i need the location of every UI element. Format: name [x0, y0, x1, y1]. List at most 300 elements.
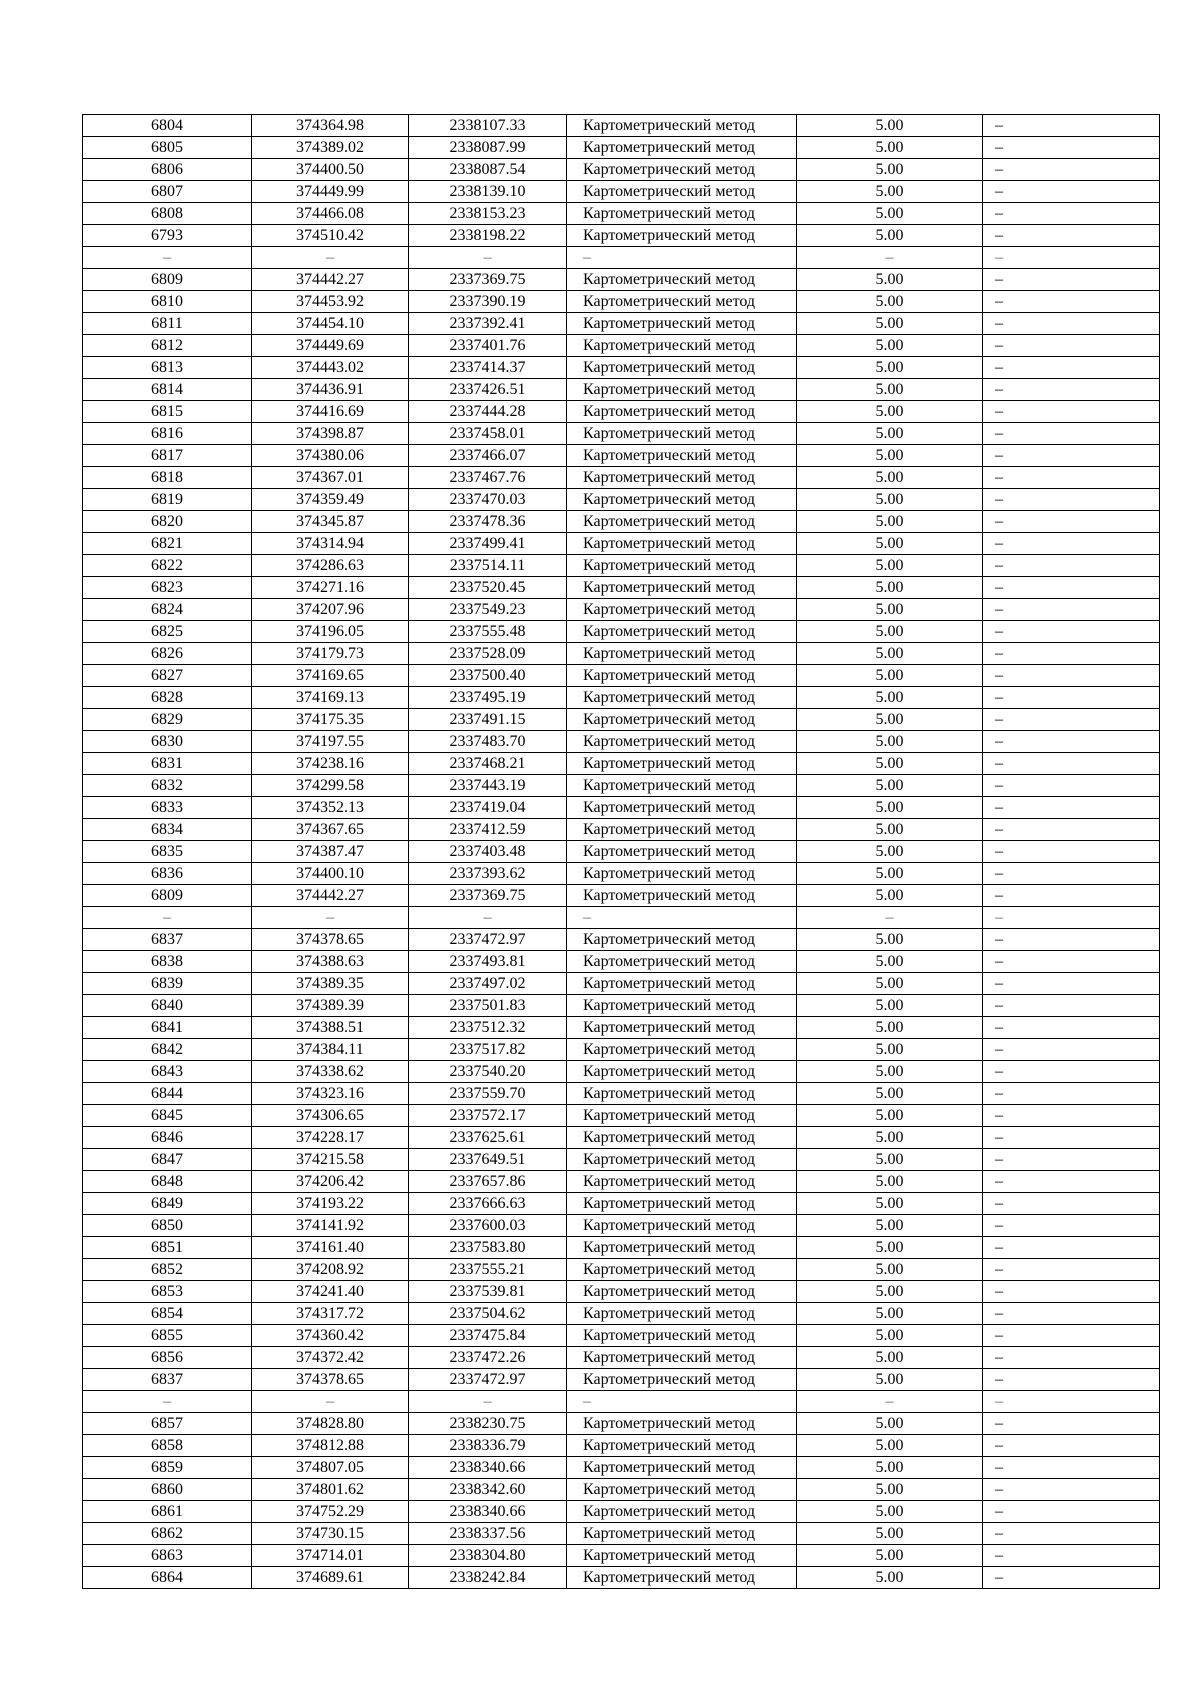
- x-coordinate-cell: 374449.99: [252, 181, 409, 203]
- method-cell: Картометрический метод: [567, 269, 797, 291]
- y-coordinate-cell: 2337472.97: [409, 1369, 567, 1391]
- note-cell: –: [983, 907, 1160, 929]
- method-cell: Картометрический метод: [567, 489, 797, 511]
- table-row: [83, 1127, 1160, 1149]
- note-cell: –: [983, 687, 1160, 709]
- point-number-cell: 6864: [83, 1567, 252, 1589]
- y-coordinate-cell: 2337390.19: [409, 291, 567, 313]
- note-cell: –: [983, 1303, 1160, 1325]
- table-row: [83, 907, 1160, 929]
- method-cell: Картометрический метод: [567, 1501, 797, 1523]
- y-coordinate-cell: 2337649.51: [409, 1149, 567, 1171]
- point-number-cell: 6818: [83, 467, 252, 489]
- precision-cell: 5.00: [797, 489, 983, 511]
- y-coordinate-cell: 2337426.51: [409, 379, 567, 401]
- x-coordinate-cell: 374323.16: [252, 1083, 409, 1105]
- method-cell: Картометрический метод: [567, 1523, 797, 1545]
- method-cell: Картометрический метод: [567, 1039, 797, 1061]
- point-number-cell: 6817: [83, 445, 252, 467]
- precision-cell: 5.00: [797, 335, 983, 357]
- note-cell: –: [983, 467, 1160, 489]
- note-cell: –: [983, 489, 1160, 511]
- precision-cell: 5.00: [797, 819, 983, 841]
- x-coordinate-cell: 374389.39: [252, 995, 409, 1017]
- method-cell: Картометрический метод: [567, 379, 797, 401]
- table-row: [83, 1369, 1160, 1391]
- y-coordinate-cell: 2337414.37: [409, 357, 567, 379]
- note-cell: –: [983, 599, 1160, 621]
- x-coordinate-cell: 374169.13: [252, 687, 409, 709]
- method-cell: Картометрический метод: [567, 1545, 797, 1567]
- note-cell: –: [983, 1105, 1160, 1127]
- x-coordinate-cell: 374389.35: [252, 973, 409, 995]
- table-row: [83, 379, 1160, 401]
- method-cell: Картометрический метод: [567, 1369, 797, 1391]
- method-cell: Картометрический метод: [567, 1281, 797, 1303]
- x-coordinate-cell: 374141.92: [252, 1215, 409, 1237]
- method-cell: Картометрический метод: [567, 687, 797, 709]
- point-number-cell: 6810: [83, 291, 252, 313]
- precision-cell: 5.00: [797, 1127, 983, 1149]
- precision-cell: 5.00: [797, 1039, 983, 1061]
- x-coordinate-cell: 374510.42: [252, 225, 409, 247]
- y-coordinate-cell: 2338107.33: [409, 115, 567, 137]
- note-cell: –: [983, 335, 1160, 357]
- method-cell: Картометрический метод: [567, 1325, 797, 1347]
- note-cell: –: [983, 1017, 1160, 1039]
- x-coordinate-cell: 374442.27: [252, 269, 409, 291]
- note-cell: –: [983, 159, 1160, 181]
- x-coordinate-cell: 374306.65: [252, 1105, 409, 1127]
- note-cell: –: [983, 423, 1160, 445]
- note-cell: –: [983, 1457, 1160, 1479]
- point-number-cell: 6816: [83, 423, 252, 445]
- y-coordinate-cell: 2337555.48: [409, 621, 567, 643]
- table-row: [83, 269, 1160, 291]
- y-coordinate-cell: 2337491.15: [409, 709, 567, 731]
- precision-cell: 5.00: [797, 665, 983, 687]
- method-cell: Картометрический метод: [567, 203, 797, 225]
- note-cell: –: [983, 1039, 1160, 1061]
- table-row: [83, 1303, 1160, 1325]
- point-number-cell: 6826: [83, 643, 252, 665]
- y-coordinate-cell: 2337483.70: [409, 731, 567, 753]
- x-coordinate-cell: 374449.69: [252, 335, 409, 357]
- point-number-cell: 6849: [83, 1193, 252, 1215]
- y-coordinate-cell: 2338153.23: [409, 203, 567, 225]
- y-coordinate-cell: 2337475.84: [409, 1325, 567, 1347]
- table-row: [83, 181, 1160, 203]
- table-row: [83, 995, 1160, 1017]
- precision-cell: 5.00: [797, 379, 983, 401]
- precision-cell: 5.00: [797, 357, 983, 379]
- y-coordinate-cell: 2337444.28: [409, 401, 567, 423]
- note-cell: –: [983, 577, 1160, 599]
- y-coordinate-cell: 2337419.04: [409, 797, 567, 819]
- precision-cell: 5.00: [797, 973, 983, 995]
- point-number-cell: 6851: [83, 1237, 252, 1259]
- table-row: [83, 445, 1160, 467]
- table-row: [83, 753, 1160, 775]
- point-number-cell: 6842: [83, 1039, 252, 1061]
- point-number-cell: 6824: [83, 599, 252, 621]
- method-cell: Картометрический метод: [567, 665, 797, 687]
- point-number-cell: 6848: [83, 1171, 252, 1193]
- x-coordinate-cell: 374828.80: [252, 1413, 409, 1435]
- x-coordinate-cell: –: [252, 1391, 409, 1413]
- precision-cell: 5.00: [797, 423, 983, 445]
- method-cell: Картометрический метод: [567, 423, 797, 445]
- y-coordinate-cell: 2337528.09: [409, 643, 567, 665]
- method-cell: Картометрический метод: [567, 1303, 797, 1325]
- table-row: [83, 555, 1160, 577]
- note-cell: –: [983, 929, 1160, 951]
- note-cell: –: [983, 951, 1160, 973]
- y-coordinate-cell: 2338342.60: [409, 1479, 567, 1501]
- note-cell: –: [983, 885, 1160, 907]
- x-coordinate-cell: 374208.92: [252, 1259, 409, 1281]
- y-coordinate-cell: 2337393.62: [409, 863, 567, 885]
- x-coordinate-cell: 374387.47: [252, 841, 409, 863]
- y-coordinate-cell: 2337472.97: [409, 929, 567, 951]
- y-coordinate-cell: 2337467.76: [409, 467, 567, 489]
- note-cell: –: [983, 555, 1160, 577]
- method-cell: Картометрический метод: [567, 599, 797, 621]
- table-row: [83, 775, 1160, 797]
- point-number-cell: 6814: [83, 379, 252, 401]
- method-cell: Картометрический метод: [567, 533, 797, 555]
- table-row: [83, 203, 1160, 225]
- y-coordinate-cell: 2338340.66: [409, 1457, 567, 1479]
- y-coordinate-cell: 2338337.56: [409, 1523, 567, 1545]
- table-row: [83, 709, 1160, 731]
- precision-cell: 5.00: [797, 775, 983, 797]
- point-number-cell: 6808: [83, 203, 252, 225]
- y-coordinate-cell: 2337401.76: [409, 335, 567, 357]
- precision-cell: 5.00: [797, 1215, 983, 1237]
- y-coordinate-cell: 2337369.75: [409, 885, 567, 907]
- table-row: [83, 665, 1160, 687]
- point-number-cell: 6833: [83, 797, 252, 819]
- note-cell: –: [983, 1149, 1160, 1171]
- y-coordinate-cell: 2337468.21: [409, 753, 567, 775]
- point-number-cell: 6858: [83, 1435, 252, 1457]
- x-coordinate-cell: 374388.63: [252, 951, 409, 973]
- point-number-cell: 6834: [83, 819, 252, 841]
- x-coordinate-cell: 374345.87: [252, 511, 409, 533]
- point-number-cell: 6809: [83, 269, 252, 291]
- point-number-cell: 6853: [83, 1281, 252, 1303]
- precision-cell: 5.00: [797, 555, 983, 577]
- table-row: [83, 159, 1160, 181]
- precision-cell: 5.00: [797, 511, 983, 533]
- table-row: [83, 599, 1160, 621]
- x-coordinate-cell: 374206.42: [252, 1171, 409, 1193]
- point-number-cell: 6860: [83, 1479, 252, 1501]
- x-coordinate-cell: 374228.17: [252, 1127, 409, 1149]
- note-cell: –: [983, 511, 1160, 533]
- y-coordinate-cell: 2337555.21: [409, 1259, 567, 1281]
- precision-cell: 5.00: [797, 1303, 983, 1325]
- table-row: [83, 489, 1160, 511]
- x-coordinate-cell: 374378.65: [252, 929, 409, 951]
- x-coordinate-cell: 374215.58: [252, 1149, 409, 1171]
- x-coordinate-cell: 374196.05: [252, 621, 409, 643]
- precision-cell: 5.00: [797, 621, 983, 643]
- method-cell: Картометрический метод: [567, 1193, 797, 1215]
- precision-cell: 5.00: [797, 1325, 983, 1347]
- note-cell: –: [983, 775, 1160, 797]
- table-row: [83, 797, 1160, 819]
- y-coordinate-cell: 2337493.81: [409, 951, 567, 973]
- y-coordinate-cell: 2337514.11: [409, 555, 567, 577]
- point-number-cell: 6820: [83, 511, 252, 533]
- point-number-cell: 6843: [83, 1061, 252, 1083]
- precision-cell: 5.00: [797, 1061, 983, 1083]
- note-cell: –: [983, 401, 1160, 423]
- x-coordinate-cell: 374714.01: [252, 1545, 409, 1567]
- table-row: [83, 423, 1160, 445]
- x-coordinate-cell: 374314.94: [252, 533, 409, 555]
- precision-cell: 5.00: [797, 1501, 983, 1523]
- table-row: [83, 401, 1160, 423]
- point-number-cell: 6827: [83, 665, 252, 687]
- point-number-cell: 6844: [83, 1083, 252, 1105]
- point-number-cell: 6856: [83, 1347, 252, 1369]
- table-row: [83, 687, 1160, 709]
- method-cell: Картометрический метод: [567, 1171, 797, 1193]
- point-number-cell: 6830: [83, 731, 252, 753]
- method-cell: Картометрический метод: [567, 863, 797, 885]
- note-cell: –: [983, 269, 1160, 291]
- x-coordinate-cell: 374271.16: [252, 577, 409, 599]
- point-number-cell: 6804: [83, 115, 252, 137]
- note-cell: –: [983, 379, 1160, 401]
- x-coordinate-cell: 374360.42: [252, 1325, 409, 1347]
- precision-cell: 5.00: [797, 995, 983, 1017]
- note-cell: –: [983, 137, 1160, 159]
- precision-cell: 5.00: [797, 181, 983, 203]
- method-cell: Картометрический метод: [567, 445, 797, 467]
- method-cell: Картометрический метод: [567, 1127, 797, 1149]
- point-number-cell: 6821: [83, 533, 252, 555]
- point-number-cell: 6835: [83, 841, 252, 863]
- method-cell: Картометрический метод: [567, 577, 797, 599]
- point-number-cell: 6850: [83, 1215, 252, 1237]
- y-coordinate-cell: 2338087.54: [409, 159, 567, 181]
- x-coordinate-cell: 374207.96: [252, 599, 409, 621]
- x-coordinate-cell: 374730.15: [252, 1523, 409, 1545]
- table-row: [83, 1523, 1160, 1545]
- point-number-cell: 6829: [83, 709, 252, 731]
- y-coordinate-cell: 2337500.40: [409, 665, 567, 687]
- method-cell: –: [567, 247, 797, 269]
- point-number-cell: –: [83, 907, 252, 929]
- y-coordinate-cell: 2337504.62: [409, 1303, 567, 1325]
- note-cell: –: [983, 1215, 1160, 1237]
- table-row: [83, 1105, 1160, 1127]
- precision-cell: 5.00: [797, 1523, 983, 1545]
- y-coordinate-cell: 2337501.83: [409, 995, 567, 1017]
- x-coordinate-cell: 374367.01: [252, 467, 409, 489]
- point-number-cell: 6809: [83, 885, 252, 907]
- method-cell: Картометрический метод: [567, 709, 797, 731]
- note-cell: –: [983, 1435, 1160, 1457]
- method-cell: Картометрический метод: [567, 1061, 797, 1083]
- x-coordinate-cell: 374179.73: [252, 643, 409, 665]
- note-cell: –: [983, 115, 1160, 137]
- y-coordinate-cell: –: [409, 247, 567, 269]
- coordinates-table-body: [83, 115, 1160, 1589]
- method-cell: Картометрический метод: [567, 841, 797, 863]
- table-row: [83, 1149, 1160, 1171]
- y-coordinate-cell: 2337369.75: [409, 269, 567, 291]
- x-coordinate-cell: 374238.16: [252, 753, 409, 775]
- method-cell: Картометрический метод: [567, 1105, 797, 1127]
- note-cell: –: [983, 181, 1160, 203]
- precision-cell: 5.00: [797, 599, 983, 621]
- note-cell: –: [983, 841, 1160, 863]
- table-row: [83, 1171, 1160, 1193]
- method-cell: Картометрический метод: [567, 357, 797, 379]
- y-coordinate-cell: 2337583.80: [409, 1237, 567, 1259]
- y-coordinate-cell: 2337478.36: [409, 511, 567, 533]
- y-coordinate-cell: 2337657.86: [409, 1171, 567, 1193]
- method-cell: Картометрический метод: [567, 1479, 797, 1501]
- y-coordinate-cell: 2337520.45: [409, 577, 567, 599]
- method-cell: Картометрический метод: [567, 995, 797, 1017]
- point-number-cell: 6793: [83, 225, 252, 247]
- precision-cell: 5.00: [797, 269, 983, 291]
- table-row: [83, 1457, 1160, 1479]
- method-cell: Картометрический метод: [567, 973, 797, 995]
- point-number-cell: 6819: [83, 489, 252, 511]
- x-coordinate-cell: 374812.88: [252, 1435, 409, 1457]
- precision-cell: 5.00: [797, 1479, 983, 1501]
- table-row: [83, 1237, 1160, 1259]
- x-coordinate-cell: 374372.42: [252, 1347, 409, 1369]
- note-cell: –: [983, 1281, 1160, 1303]
- point-number-cell: 6825: [83, 621, 252, 643]
- method-cell: Картометрический метод: [567, 929, 797, 951]
- point-number-cell: 6841: [83, 1017, 252, 1039]
- y-coordinate-cell: 2337539.81: [409, 1281, 567, 1303]
- precision-cell: –: [797, 1391, 983, 1413]
- point-number-cell: 6812: [83, 335, 252, 357]
- precision-cell: 5.00: [797, 1369, 983, 1391]
- precision-cell: 5.00: [797, 115, 983, 137]
- note-cell: –: [983, 1061, 1160, 1083]
- precision-cell: 5.00: [797, 1237, 983, 1259]
- method-cell: Картометрический метод: [567, 1215, 797, 1237]
- method-cell: Картометрический метод: [567, 797, 797, 819]
- table-row: [83, 731, 1160, 753]
- method-cell: Картометрический метод: [567, 159, 797, 181]
- note-cell: –: [983, 1193, 1160, 1215]
- method-cell: Картометрический метод: [567, 313, 797, 335]
- x-coordinate-cell: 374161.40: [252, 1237, 409, 1259]
- table-row: [83, 1259, 1160, 1281]
- x-coordinate-cell: 374389.02: [252, 137, 409, 159]
- y-coordinate-cell: 2337549.23: [409, 599, 567, 621]
- method-cell: Картометрический метод: [567, 1017, 797, 1039]
- x-coordinate-cell: 374193.22: [252, 1193, 409, 1215]
- y-coordinate-cell: 2337600.03: [409, 1215, 567, 1237]
- method-cell: Картометрический метод: [567, 115, 797, 137]
- x-coordinate-cell: 374338.62: [252, 1061, 409, 1083]
- table-row: [83, 929, 1160, 951]
- point-number-cell: 6822: [83, 555, 252, 577]
- point-number-cell: –: [83, 1391, 252, 1413]
- table-row: [83, 577, 1160, 599]
- note-cell: –: [983, 445, 1160, 467]
- precision-cell: 5.00: [797, 1149, 983, 1171]
- note-cell: –: [983, 1479, 1160, 1501]
- precision-cell: 5.00: [797, 731, 983, 753]
- table-row: [83, 1545, 1160, 1567]
- note-cell: –: [983, 753, 1160, 775]
- note-cell: –: [983, 1523, 1160, 1545]
- y-coordinate-cell: 2338340.66: [409, 1501, 567, 1523]
- x-coordinate-cell: 374807.05: [252, 1457, 409, 1479]
- precision-cell: 5.00: [797, 467, 983, 489]
- method-cell: Картометрический метод: [567, 753, 797, 775]
- table-row: [83, 841, 1160, 863]
- method-cell: Картометрический метод: [567, 1083, 797, 1105]
- note-cell: –: [983, 643, 1160, 665]
- x-coordinate-cell: 374380.06: [252, 445, 409, 467]
- note-cell: –: [983, 1127, 1160, 1149]
- y-coordinate-cell: 2338198.22: [409, 225, 567, 247]
- y-coordinate-cell: 2338139.10: [409, 181, 567, 203]
- precision-cell: 5.00: [797, 863, 983, 885]
- method-cell: Картометрический метод: [567, 137, 797, 159]
- note-cell: –: [983, 1347, 1160, 1369]
- note-cell: –: [983, 1391, 1160, 1413]
- y-coordinate-cell: 2337559.70: [409, 1083, 567, 1105]
- table-row: [83, 1479, 1160, 1501]
- x-coordinate-cell: 374689.61: [252, 1567, 409, 1589]
- note-cell: –: [983, 313, 1160, 335]
- method-cell: Картометрический метод: [567, 1413, 797, 1435]
- table-row: [83, 885, 1160, 907]
- point-number-cell: 6855: [83, 1325, 252, 1347]
- note-cell: –: [983, 203, 1160, 225]
- method-cell: Картометрический метод: [567, 1149, 797, 1171]
- table-row: [83, 819, 1160, 841]
- x-coordinate-cell: 374752.29: [252, 1501, 409, 1523]
- y-coordinate-cell: 2338242.84: [409, 1567, 567, 1589]
- method-cell: Картометрический метод: [567, 1237, 797, 1259]
- precision-cell: 5.00: [797, 1567, 983, 1589]
- x-coordinate-cell: 374416.69: [252, 401, 409, 423]
- method-cell: Картометрический метод: [567, 1347, 797, 1369]
- x-coordinate-cell: 374241.40: [252, 1281, 409, 1303]
- table-row: [83, 247, 1160, 269]
- x-coordinate-cell: 374352.13: [252, 797, 409, 819]
- point-number-cell: 6852: [83, 1259, 252, 1281]
- x-coordinate-cell: 374364.98: [252, 115, 409, 137]
- point-number-cell: 6828: [83, 687, 252, 709]
- y-coordinate-cell: 2337666.63: [409, 1193, 567, 1215]
- x-coordinate-cell: 374400.10: [252, 863, 409, 885]
- precision-cell: 5.00: [797, 1413, 983, 1435]
- note-cell: –: [983, 1501, 1160, 1523]
- precision-cell: 5.00: [797, 445, 983, 467]
- table-row: [83, 1017, 1160, 1039]
- table-row: [83, 1215, 1160, 1237]
- point-number-cell: –: [83, 247, 252, 269]
